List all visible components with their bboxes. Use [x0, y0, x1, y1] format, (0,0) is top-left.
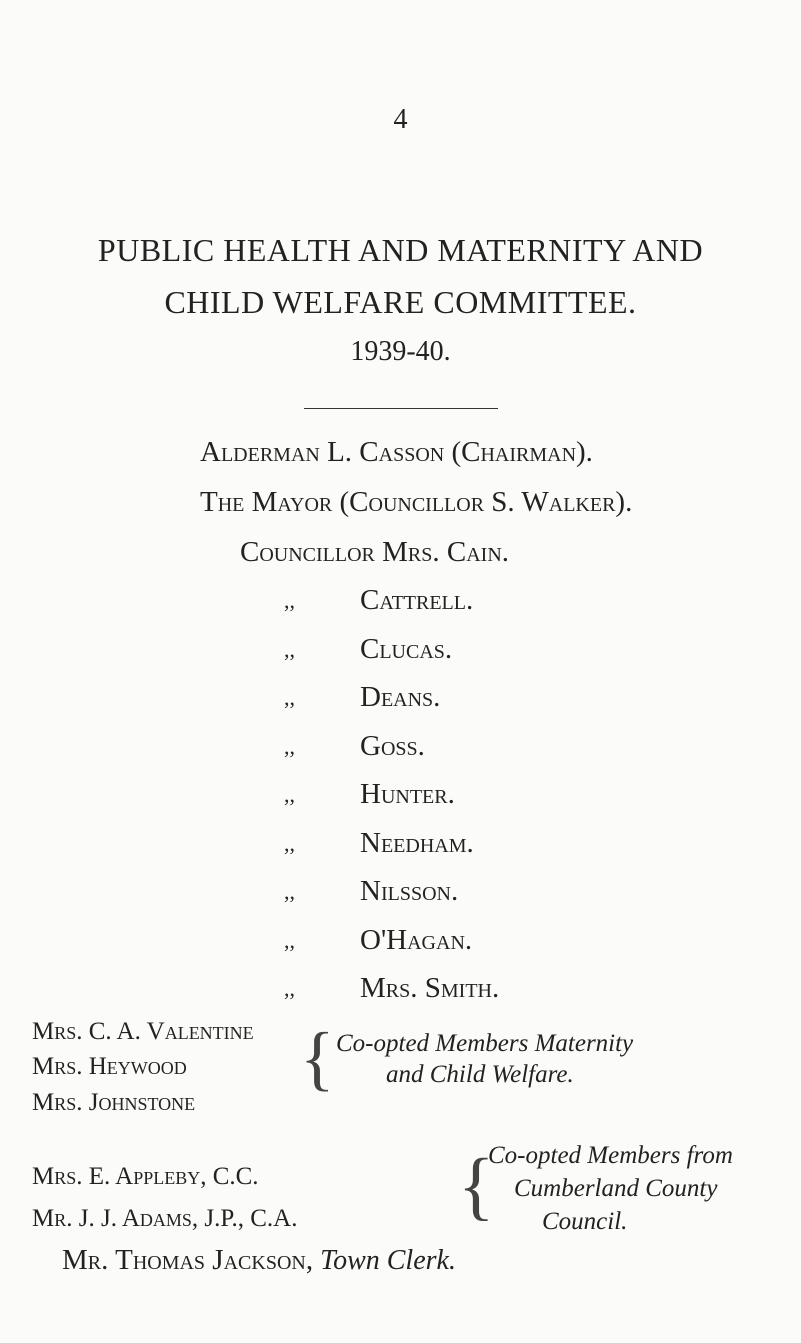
- brace-icon: {: [458, 1144, 495, 1228]
- councillor-name: Mrs. Smith.: [360, 972, 500, 1004]
- committee-title-line-2: CHILD WELFARE COMMITTEE.: [164, 284, 637, 320]
- councillor-name: Cattrell.: [360, 584, 474, 616]
- ditto-mark: ,,: [284, 928, 295, 953]
- coopted-member-name: Mrs. Johnstone: [32, 1089, 196, 1116]
- coopted-county-label-line-2: Cumberland County: [514, 1175, 718, 1202]
- mayor-entry: The Mayor (Councillor S. Walker).: [200, 486, 633, 518]
- ditto-mark: ,,: [284, 879, 295, 904]
- town-clerk-name: Mr. Thomas Jackson,: [62, 1244, 314, 1276]
- councillor-name: Clucas.: [360, 633, 453, 665]
- town-clerk-entry: [62, 1244, 456, 1277]
- town-clerk-role: Town Clerk.: [320, 1245, 456, 1276]
- brace-icon: {: [300, 1018, 335, 1098]
- committee-year: 1939-40.: [350, 336, 451, 367]
- coopted-maternity-label-line-1: Co-opted Members Maternity: [336, 1030, 634, 1057]
- ditto-mark: ,,: [284, 976, 295, 1001]
- coopted-member-name: Mrs. Heywood: [32, 1053, 187, 1080]
- page-number: 4: [393, 104, 408, 135]
- ditto-mark: ,,: [284, 782, 295, 807]
- ditto-mark: ,,: [284, 831, 295, 856]
- councillor-name: Deans.: [360, 681, 441, 713]
- councillor-name: Hunter.: [360, 778, 455, 810]
- councillor-name: Goss.: [360, 730, 425, 762]
- divider-rule: [304, 408, 498, 409]
- coopted-member-name: Mr. J. J. Adams, J.P., C.A.: [32, 1205, 298, 1232]
- coopted-member-name: Mrs. C. A. Valentine: [32, 1018, 254, 1045]
- ditto-mark: ,,: [284, 685, 295, 710]
- councillor-name: Nilsson.: [360, 875, 459, 907]
- committee-title-line-1: PUBLIC HEALTH AND MATERNITY AND: [97, 232, 704, 268]
- councillor-name: O'Hagan.: [360, 924, 473, 956]
- chairman-entry: Alderman L. Casson (Chairman).: [200, 436, 593, 468]
- coopted-county-label-line-3: Council.: [542, 1208, 628, 1235]
- coopted-member-name: Mrs. E. Appleby, C.C.: [32, 1163, 259, 1190]
- ditto-mark: ,,: [284, 588, 295, 613]
- coopted-county-label-line-1: Co-opted Members from: [488, 1142, 733, 1169]
- ditto-mark: ,,: [284, 637, 295, 662]
- coopted-maternity-label-line-2: and Child Welfare.: [386, 1061, 574, 1088]
- councillor-name: Needham.: [360, 827, 474, 859]
- ditto-mark: ,,: [284, 734, 295, 759]
- councillor-first-entry: Councillor Mrs. Cain.: [240, 536, 510, 568]
